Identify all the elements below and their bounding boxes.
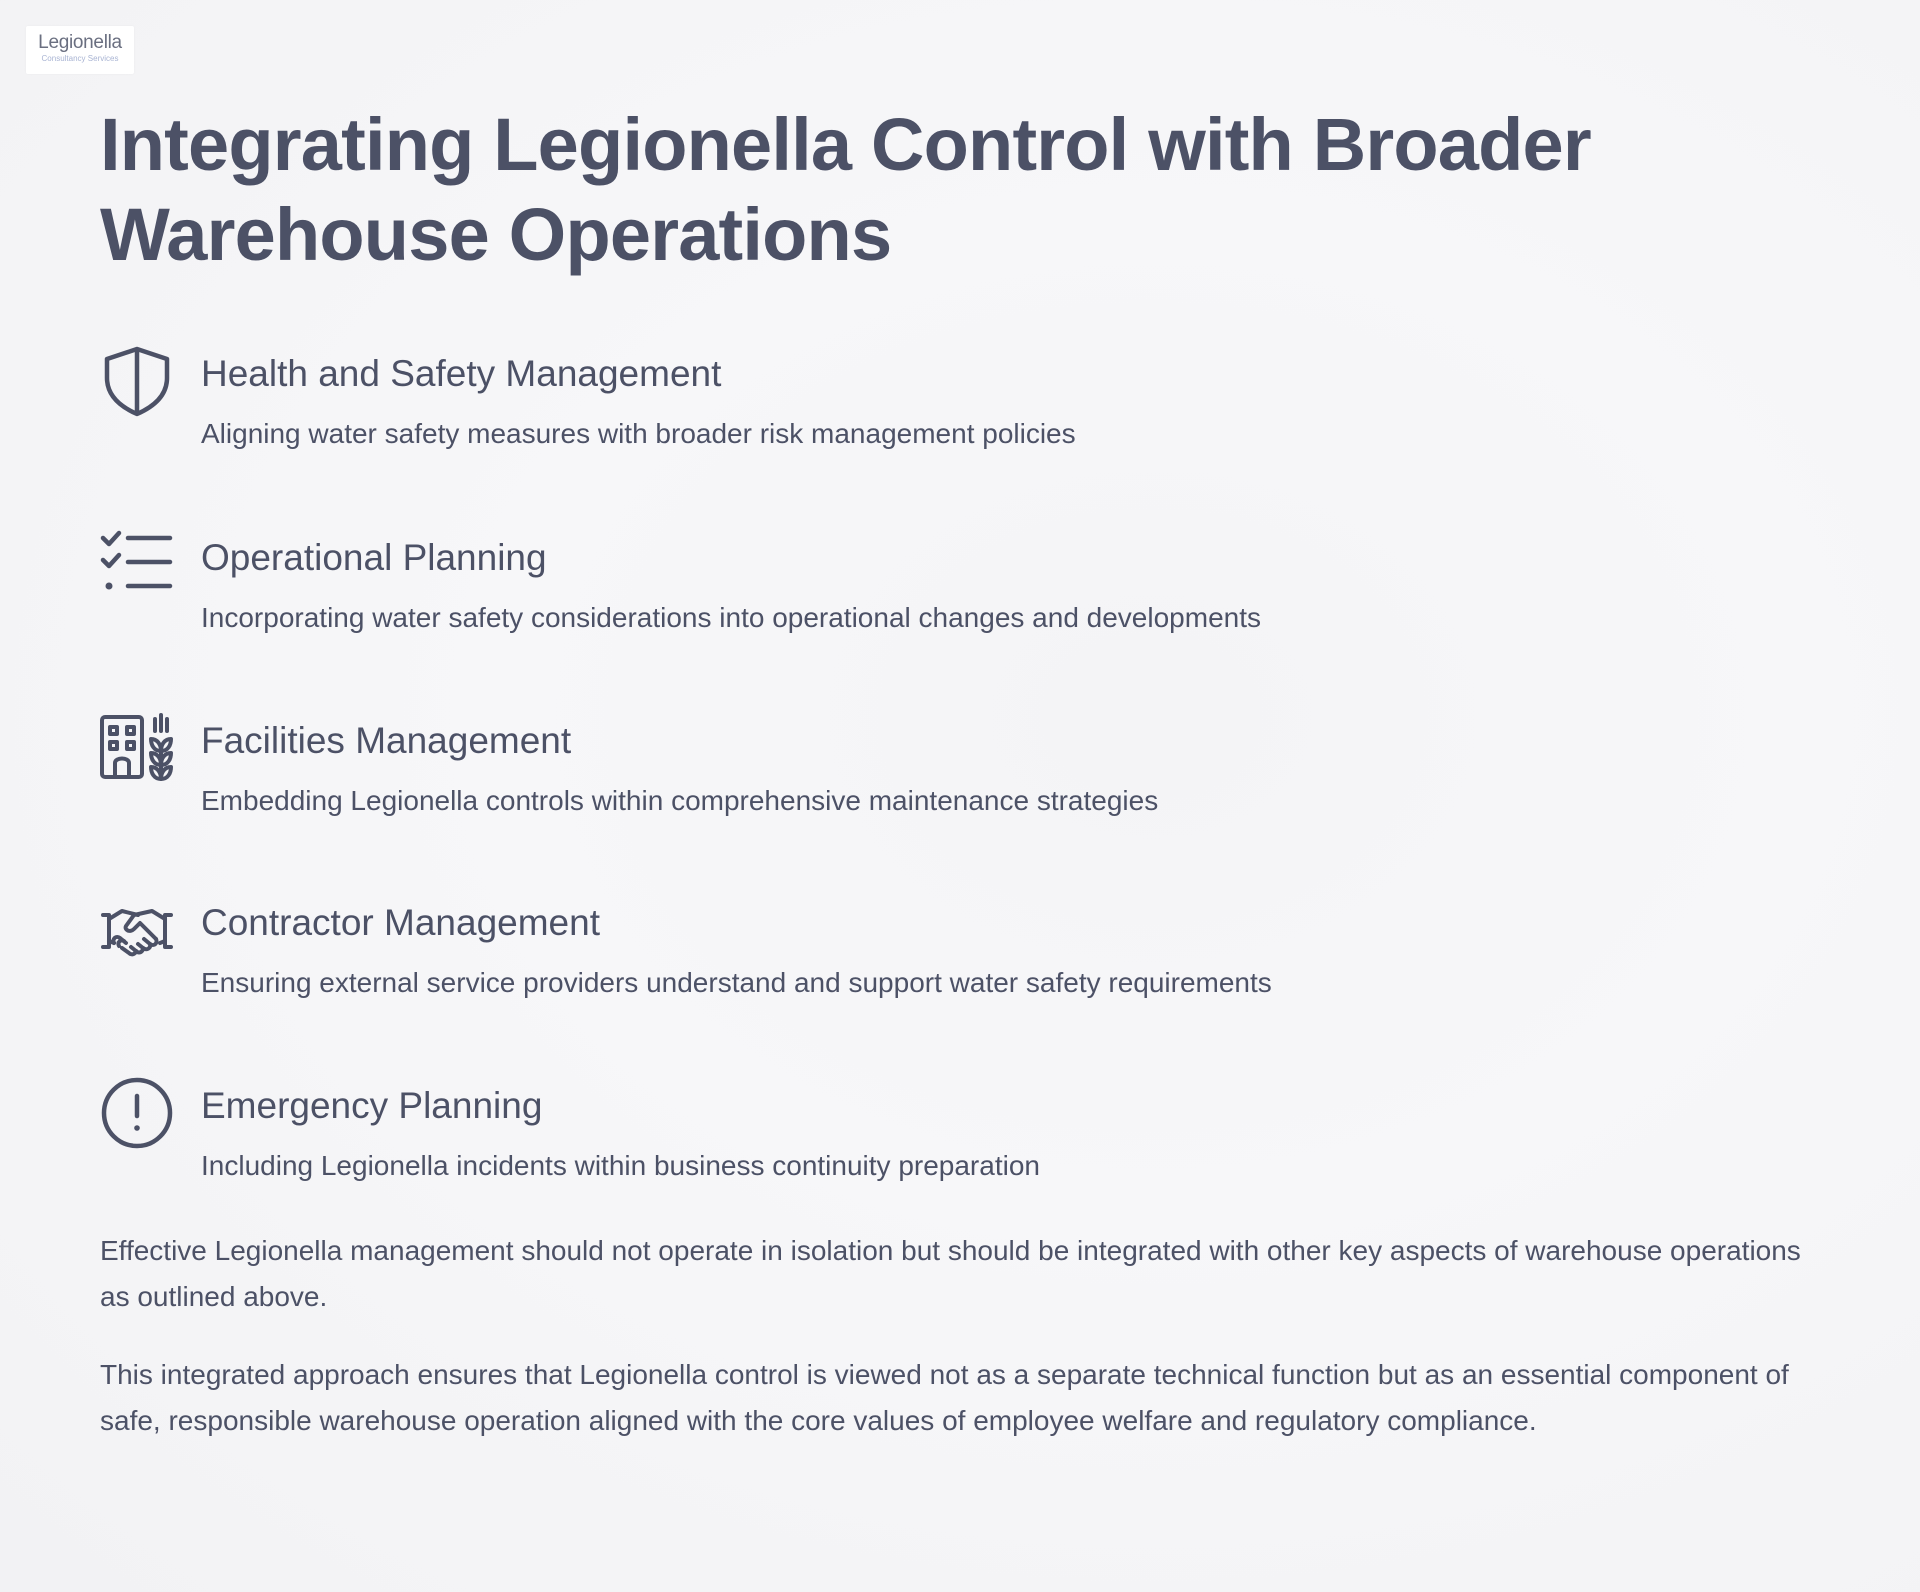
item-description: Incorporating water safety considerations into operational changes and developments <box>201 602 1261 633</box>
shield-icon <box>100 344 174 418</box>
item-description: Embedding Legionella controls within comprehensive maintenance strategies <box>201 785 1159 816</box>
page-title: Integrating Legionella Control with Broader Warehouse Operations <box>100 103 1591 276</box>
logo-name: Legionella <box>38 32 122 53</box>
checklist-icon <box>100 528 174 602</box>
item-title: Operational Planning <box>201 537 547 578</box>
item-title: Facilities Management <box>201 720 572 761</box>
summary-paragraph: Effective Legionella management should not operate in isolation but should be integrated with other key aspects of warehouse operations as outlined above. <box>100 1235 1801 1312</box>
item-title: Health and Safety Management <box>201 353 722 394</box>
item-description: Ensuring external service providers understand and support water safety requirements <box>201 967 1272 998</box>
item-health-safety <box>100 344 1800 474</box>
conclusion-paragraph: This integrated approach ensures that Legionella control is viewed not as a separate technical function but as an essential component of safe, responsible warehouse operation aligned with the core values of employee welfare and regulatory compliance. <box>100 1359 1789 1436</box>
item-title: Emergency Planning <box>201 1085 543 1126</box>
alert-circle-icon <box>100 1076 174 1150</box>
logo-subtitle: Consultancy Services <box>41 54 119 63</box>
item-facilities-management <box>100 711 1800 841</box>
company-logo <box>26 26 134 74</box>
handshake-icon <box>100 893 174 967</box>
building-icon <box>100 711 174 785</box>
item-title: Contractor Management <box>201 902 600 943</box>
item-contractor-management <box>100 893 1800 1023</box>
item-description: Aligning water safety measures with broader risk management policies <box>201 418 1076 449</box>
item-emergency-planning <box>100 1076 1800 1206</box>
item-description: Including Legionella incidents within business continuity preparation <box>201 1150 1040 1181</box>
item-operational-planning <box>100 528 1800 658</box>
